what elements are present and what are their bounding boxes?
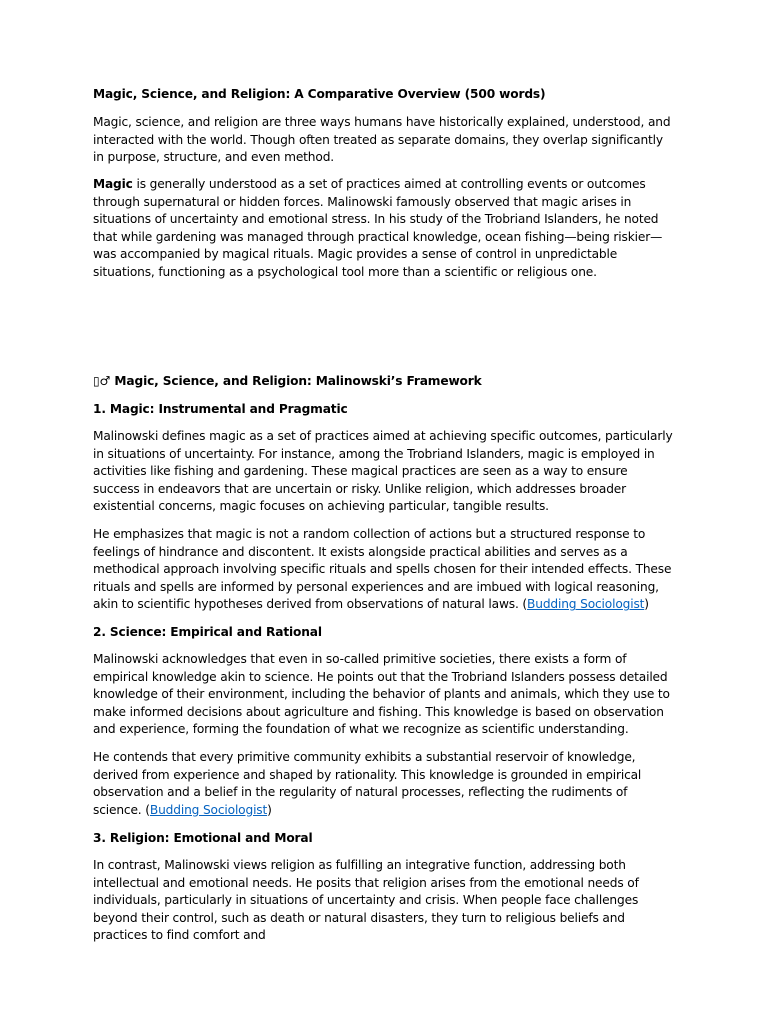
male-symbol-icon: ▯♂ <box>93 374 111 388</box>
science-paragraph-2-text: He contends that every primitive community exhibits a substantial reservoir of knowledge, derived from experience and shaped by rationality. This knowledge is grounded in empirical observation and a belief in the regularity of natural processes, reflecting the rudiments of science. ( <box>93 750 642 817</box>
magic-paragraph-2-text: He emphasizes that magic is not a random collection of actions but a structured response to feelings of hindrance and discontent. It exists alongside practical abilities and serves as a methodical approach involving specific rituals and spells chosen for their intended effects. These rituals and spells are informed by personal experiences and are imbued with logical reasoning, akin to scientific hypotheses derived from observations of natural laws. ( <box>93 527 672 612</box>
science-paragraph-2 <box>93 749 675 819</box>
budding-sociologist-link-2[interactable]: Budding Sociologist <box>149 802 268 817</box>
magic-paragraph-2 <box>93 526 675 614</box>
section1-title: Magic, Science, and Religion: A Comparative Overview (500 words) <box>93 87 546 101</box>
science-paragraph-1: Malinowski acknowledges that even in so-called primitive societies, there exists a form of empirical knowledge akin to science. He points out that the Trobriand Islanders possess detailed knowledge of their environment, including the behavior of plants and animals, which they use to make informed decisions about agriculture and fishing. This knowledge is based on observation and experience, forming the foundation of what we recognize as scientific understanding. <box>93 652 670 737</box>
science-subheading: 2. Science: Empirical and Rational <box>93 625 322 639</box>
section1-magic-paragraph <box>93 176 675 282</box>
religion-subheading: 3. Religion: Emotional and Moral <box>93 831 313 845</box>
section2-heading-text: Magic, Science, and Religion: Malinowski’s Framework <box>110 374 482 388</box>
section2-heading <box>93 373 675 391</box>
magic-term: Magic <box>93 177 133 191</box>
magic-paragraph-2-end: ) <box>644 597 649 612</box>
magic-definition-text: is generally understood as a set of practices aimed at controlling events or outcomes through supernatural or hidden forces. Malinowski famously observed that magic arises in situations of uncertainty and emotional stress. In his study of the Trobriand Islanders, he noted that while gardening was managed through practical knowledge, ocean fishing—being riskier—was accompanied by magical rituals. Magic provides a sense of control in unpredictable situations, functioning as a psychological tool more than a scientific or religious one. <box>93 177 663 279</box>
section1-intro-paragraph: Magic, science, and religion are three ways humans have historically explained, understood, and interacted with the world. Though often treated as separate domains, they overlap significantly in purpose, structure, and even method. <box>93 115 671 165</box>
budding-sociologist-link-1[interactable]: Budding Sociologist <box>527 597 645 612</box>
magic-paragraph-1: Malinowski defines magic as a set of practices aimed at achieving specific outcomes, particularly in situations of uncertainty. For instance, among the Trobriand Islanders, magic is employed in activities like fishing and gardening. These magical practices are seen as a way to ensure success in endeavors that are uncertain or risky. Unlike religion, which addresses broader existential concerns, magic focuses on achieving particular, tangible results. <box>93 429 673 514</box>
religion-paragraph-1: In contrast, Malinowski views religion as fulfilling an integrative function, addressing both intellectual and emotional needs. He posits that religion arises from the emotional needs of individuals, particularly in situations of uncertainty and crisis. When people face challenges beyond their control, such as death or natural disasters, they turn to religious beliefs and practices to find comfort and <box>93 858 639 943</box>
magic-subheading: 1. Magic: Instrumental and Pragmatic <box>93 402 348 416</box>
science-paragraph-2-end: ) <box>267 802 272 817</box>
